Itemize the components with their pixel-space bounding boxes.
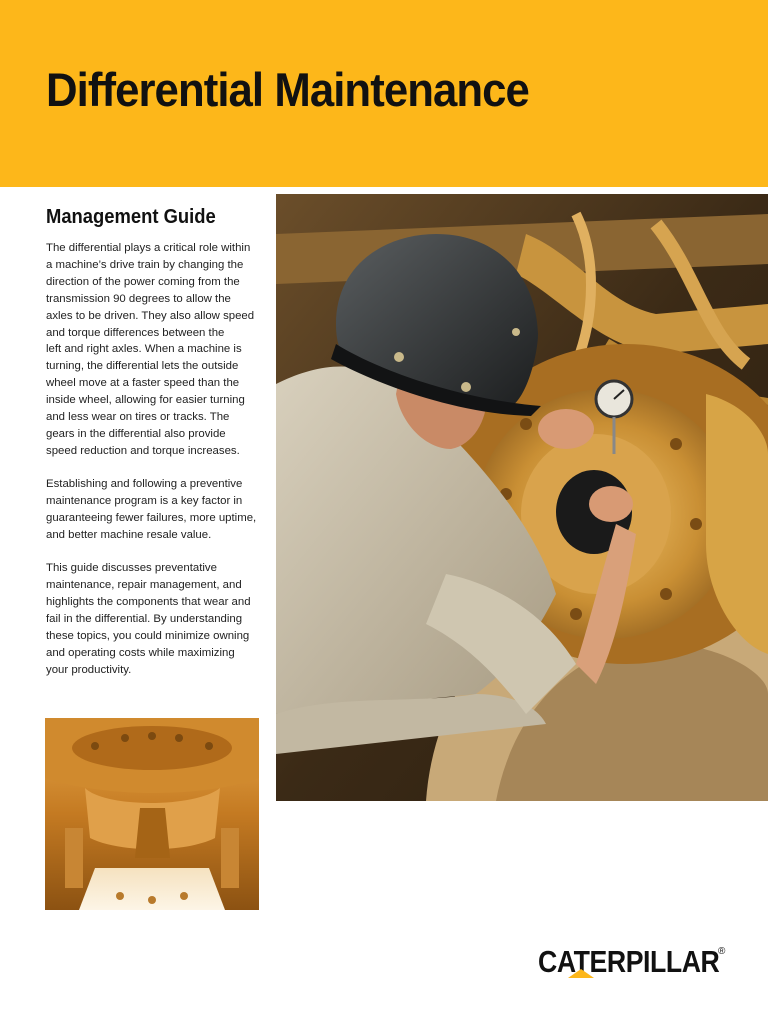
text-line: axles to be driven. They also allow speed (46, 309, 255, 322)
text-line: maintenance program is a key factor in (46, 495, 243, 508)
logo-text: CATERPILLAR (538, 944, 720, 979)
logo-triangle-icon (568, 969, 594, 978)
text-line: This guide discusses preventative (46, 562, 217, 575)
text-line: Establishing and following a preventive (46, 478, 243, 491)
text-line: direction of the power coming from the (46, 275, 240, 288)
paragraph (46, 240, 278, 460)
text-line: and better machine resale value. (46, 529, 212, 541)
section-subtitle: Management Guide (46, 206, 216, 228)
differential-housing-underside-icon (45, 718, 259, 910)
text-line: left and right axles. When a machine is (46, 343, 242, 356)
text-line: inside wheel, allowing for easier turning (46, 394, 245, 407)
text-line: The differential plays a critical role within (46, 242, 251, 254)
text-line: highlights the components that wear and (46, 596, 251, 609)
text-line: maintenance, repair management, and (46, 579, 242, 592)
paragraph (46, 560, 278, 678)
text-line: guaranteeing fewer failures, more uptime, (46, 512, 257, 525)
text-line: transmission 90 degrees to allow the (46, 292, 231, 305)
text-line: a machine’s drive train by changing the (46, 258, 244, 271)
differential-photo (45, 718, 259, 910)
text-line: your productivity. (46, 663, 132, 676)
text-line: and torque differences between the (46, 326, 225, 339)
intro-text (46, 240, 278, 695)
text-line: fail in the differential. By understanding (46, 613, 243, 626)
technician-measuring-differential-icon (276, 194, 768, 801)
text-line: and operating costs while maximizing (46, 646, 235, 659)
title-banner (0, 0, 768, 187)
text-line: and less wear on tires or tracks. The (46, 411, 230, 424)
text-line: these topics, you could minimize owning (46, 630, 250, 643)
caterpillar-logo (538, 944, 749, 984)
text-line: speed reduction and torque increases. (46, 444, 240, 457)
text-line: turning, the differential lets the outside (46, 360, 239, 373)
text-line: gears in the differential also provide (46, 427, 226, 440)
text-line: wheel move at a faster speed than the (46, 377, 240, 390)
technician-photo (276, 194, 768, 801)
registered-mark: ® (718, 946, 726, 957)
page-title: Differential Maintenance (46, 63, 529, 116)
paragraph (46, 476, 278, 544)
